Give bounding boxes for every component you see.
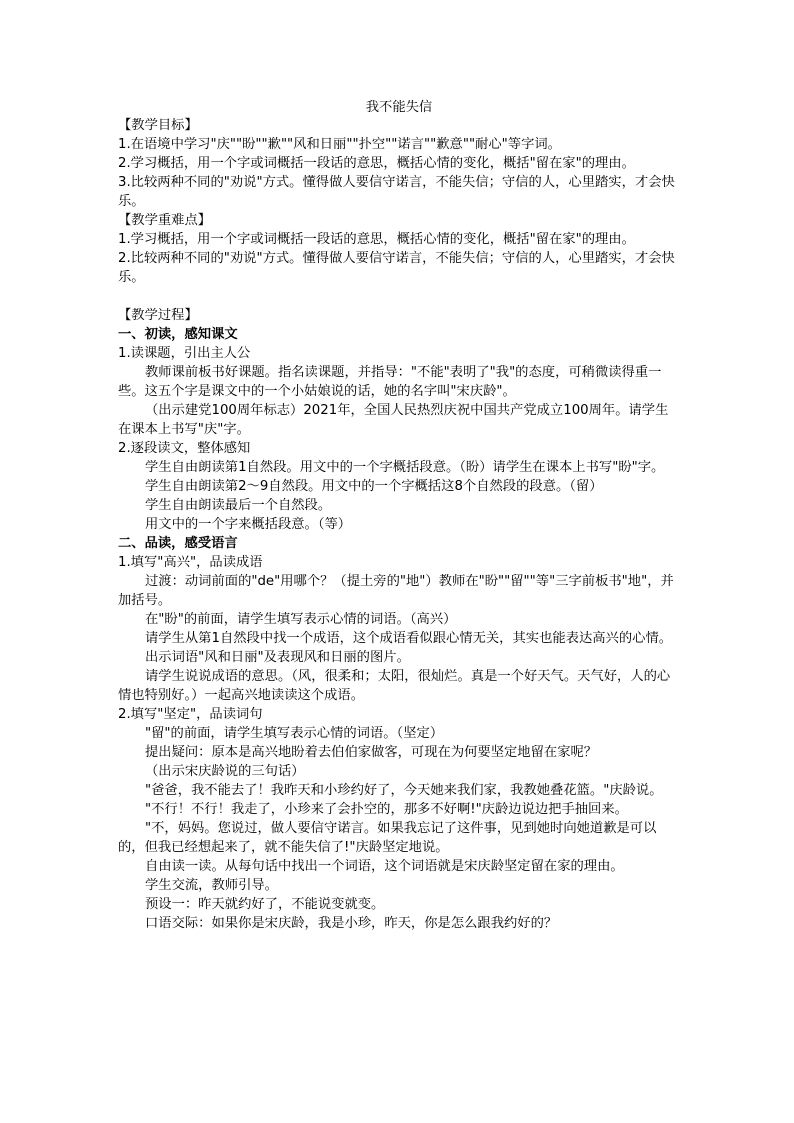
paragraph: 学生自由朗读第1自然段。用文中的一个字概括段意。（盼）请学生在课本上书写"盼"字。	[145, 460, 665, 475]
paragraph: 在"盼"的前面，请学生填写表示心情的词语。（高兴）	[145, 612, 457, 627]
subsection-title: 2.填写"坚定"，品读词句	[118, 707, 263, 722]
keypoints-heading: 【教学重难点】	[118, 213, 212, 228]
process-heading: 【教学过程】	[118, 308, 198, 323]
quote-paragraph: "爸爸，我不能去了！我昨天和小珍约好了，今天她来我们家，我教她叠花篮。"庆龄说。	[145, 783, 663, 798]
paragraph: "留"的前面，请学生填写表示心情的词语。（坚定）	[145, 726, 444, 741]
paragraph: 教师课前板书好课题。指名读课题，并指导："不能"表明了"我"的态度，可稍微读得重一些。这五个字是课文中的一个小姑娘说的话，她的名字叫"宋庆龄"。	[118, 365, 662, 399]
paragraph: （出示宋庆龄说的三句话）	[145, 764, 305, 779]
subsection-title: 1.读课题，引出主人公	[118, 346, 251, 361]
paragraph: 请学生从第1自然段中找一个成语，这个成语看似跟心情无关，其实也能表达高兴的心情。	[145, 631, 673, 646]
paragraph: 学生自由朗读最后一个自然段。	[145, 498, 332, 513]
goal-item: 2.学习概括，用一个字或词概括一段话的意思，概括心情的变化，概括"留在家"的理由。	[118, 156, 635, 171]
page-title: 我不能失信	[365, 100, 433, 115]
goal-item: 1.在语境中学习"庆""盼""歉""风和日丽""扑空""诺言""歉意""耐心"等字词。	[118, 137, 561, 152]
subsection-title: 2.逐段读文，整体感知	[118, 441, 251, 456]
section-title: 一、初读，感知课文	[118, 327, 238, 342]
paragraph: （出示建党100周年标志）2021年，全国人民热烈庆祝中国共产党成立100周年。请学生在课本上书写"庆"字。	[118, 403, 669, 437]
paragraph: 请学生说说成语的意思。（风，很柔和；太阳，很灿烂。真是一个好天气。天气好，人的心情也特别好。）一起高兴地读读这个成语。	[118, 669, 671, 703]
keypoint-item: 2.比较两种不同的"劝说"方式。懂得做人要信守诺言，不能失信；守信的人，心里踏实，才会快乐。	[118, 251, 675, 285]
paragraph: 提出疑问：原本是高兴地盼着去伯伯家做客，可现在为何要坚定地留在家呢？	[145, 745, 598, 760]
paragraph: 过渡：动词前面的"de"用哪个？（提土旁的"地"）教师在"盼""留""等"三字前板书"地"，并加括号。	[118, 574, 674, 608]
paragraph: 自由读一读。从每句话中找出一个词语，这个词语就是宋庆龄坚定留在家的理由。	[145, 859, 624, 874]
paragraph: 口语交际：如果你是宋庆龄，我是小珍，昨天，你是怎么跟我约好的？	[145, 916, 558, 931]
document-body	[118, 99, 680, 933]
quote-paragraph: "不，妈妈。您说过，做人要信守诺言。如果我忘记了这件事，见到她时向她道歉是可以的，但我已经想起来了，就不能失信了!"庆龄坚定地说。	[118, 821, 657, 855]
quote-paragraph: "不行！不行！我走了，小珍来了会扑空的，那多不好啊!"庆龄边说边把手抽回来。	[145, 802, 628, 817]
section-title: 二、品读，感受语言	[118, 536, 238, 551]
paragraph: 用文中的一个字来概括段意。（等）	[145, 517, 352, 532]
paragraph: 学生交流，教师引导。	[145, 878, 278, 893]
paragraph: 学生自由朗读第2～9自然段。用文中的一个字概括这8个自然段的段意。（留）	[145, 479, 603, 494]
keypoint-item: 1.学习概括，用一个字或词概括一段话的意思，概括心情的变化，概括"留在家"的理由。	[118, 232, 635, 247]
subsection-title: 1.填写"高兴"，品读成语	[118, 555, 263, 570]
paragraph: 预设一：昨天就约好了，不能说变就变。	[145, 897, 385, 912]
paragraph: 出示词语"风和日丽"及表现风和日丽的图片。	[145, 650, 410, 665]
spacer	[118, 287, 680, 306]
goals-heading: 【教学目标】	[118, 118, 198, 133]
goal-item: 3.比较两种不同的"劝说"方式。懂得做人要信守诺言，不能失信；守信的人，心里踏实，才会快乐。	[118, 175, 675, 209]
